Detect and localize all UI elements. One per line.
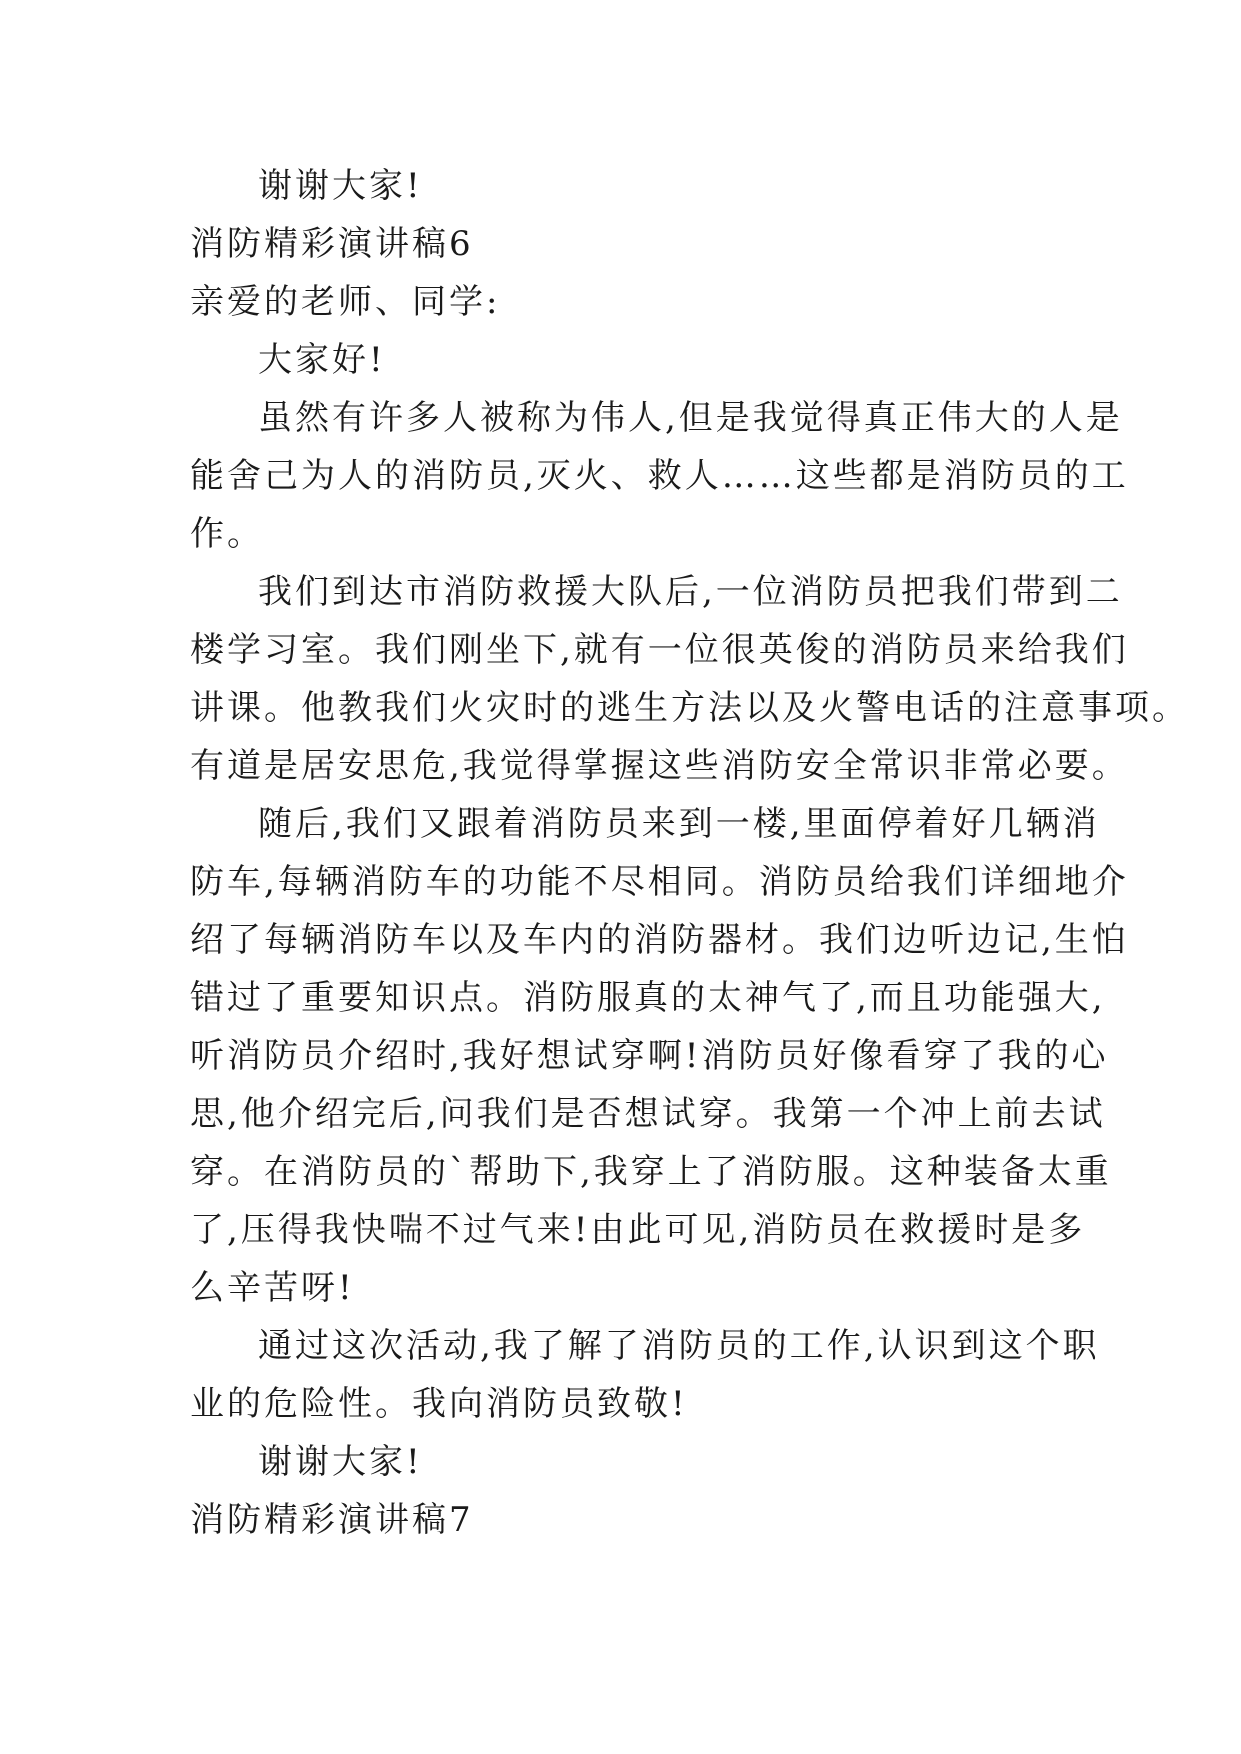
paragraph-line: 我们到达市消防救援大队后,一位消防员把我们带到二: [258, 572, 1123, 612]
paragraph-line: 听消防员介绍时,我好想试穿啊!消防员好像看穿了我的心: [190, 1036, 1109, 1076]
paragraph-line: 么辛苦呀!: [190, 1268, 355, 1308]
paragraph-line: 绍了每辆消防车以及车内的消防器材。我们边听边记,生怕: [190, 920, 1129, 960]
section-title: 消防精彩演讲稿7: [190, 1500, 474, 1540]
paragraph-line: 错过了重要知识点。消防服真的太神气了,而且功能强大,: [190, 978, 1106, 1018]
paragraph-line: 思,他介绍完后,问我们是否想试穿。我第一个冲上前去试: [190, 1094, 1106, 1134]
paragraph-line: 有道是居安思危,我觉得掌握这些消防安全常识非常必要。: [190, 746, 1129, 786]
paragraph-line: 业的危险性。我向消防员致敬!: [190, 1384, 688, 1424]
section-title: 消防精彩演讲稿6: [190, 224, 474, 264]
salutation: 亲爱的老师、同学:: [190, 282, 501, 322]
paragraph-line: 作。: [190, 514, 264, 554]
paragraph-line: 随后,我们又跟着消防员来到一楼,里面停着好几辆消: [258, 804, 1100, 844]
paragraph-line: 能舍己为人的消防员,灭火、救人……这些都是消防员的工: [190, 456, 1129, 496]
closing-line: 谢谢大家!: [258, 166, 423, 206]
closing-line: 谢谢大家!: [258, 1442, 423, 1482]
paragraph-line: 防车,每辆消防车的功能不尽相同。消防员给我们详细地介: [190, 862, 1129, 902]
paragraph-line: 通过这次活动,我了解了消防员的工作,认识到这个职: [258, 1326, 1100, 1366]
paragraph-line: 虽然有许多人被称为伟人,但是我觉得真正伟大的人是: [258, 398, 1123, 438]
paragraph-line: 讲课。他教我们火灾时的逃生方法以及火警电话的注意事项。: [190, 688, 1189, 728]
paragraph-line: 穿。在消防员的`帮助下,我穿上了消防服。这种装备太重: [190, 1152, 1112, 1192]
paragraph-line: 楼学习室。我们刚坐下,就有一位很英俊的消防员来给我们: [190, 630, 1129, 670]
greeting: 大家好!: [258, 340, 386, 380]
paragraph-line: 了,压得我快喘不过气来!由此可见,消防员在救援时是多: [190, 1210, 1086, 1250]
